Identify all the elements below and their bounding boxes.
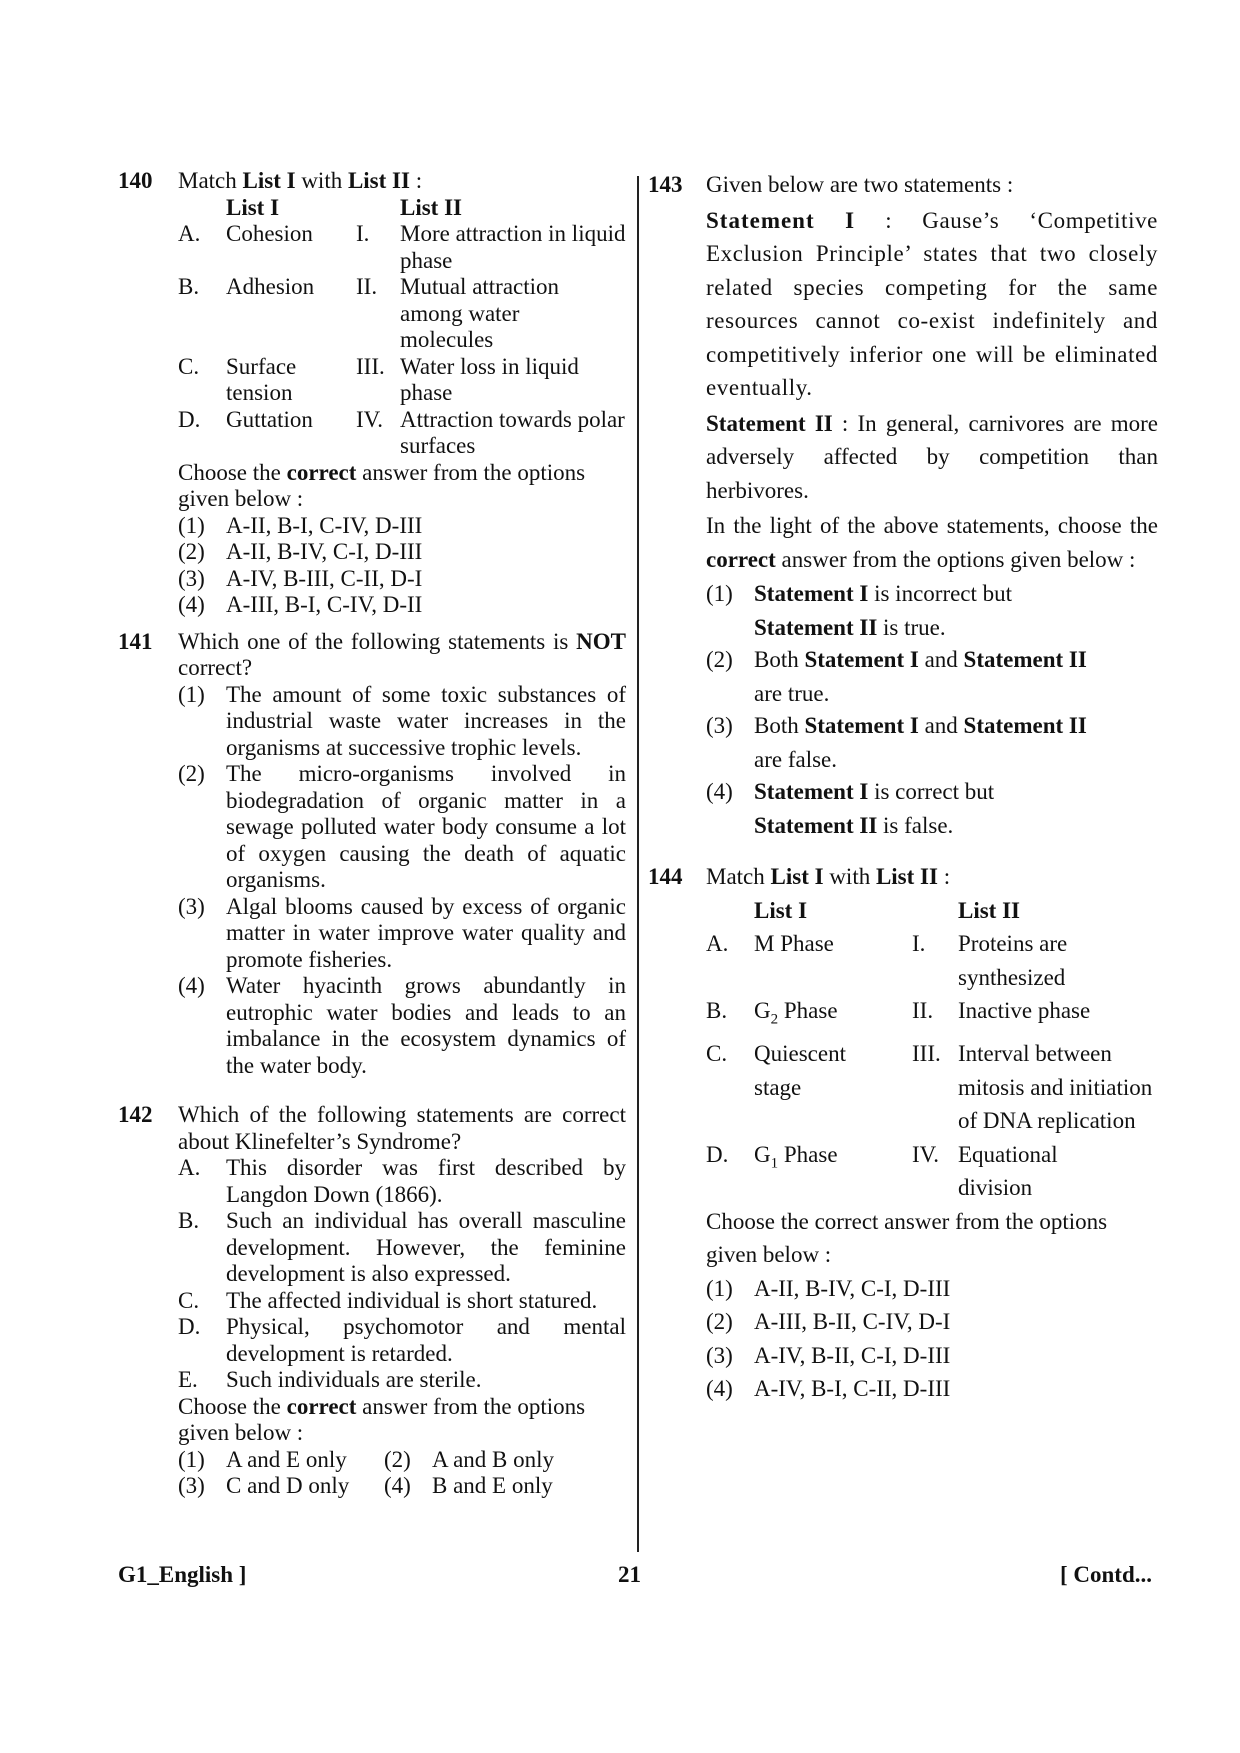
question-number: 143 — [648, 172, 683, 197]
answer-option-3[interactable]: (3) Algal blooms caused by excess of organic matter in water improve water quality and promote fisheries. — [178, 893, 626, 972]
answer-option-1[interactable]: (1) Statement I is incorrect but Statement II is true. — [706, 581, 1013, 640]
answer-option-4[interactable]: (4) B and E only — [384, 1473, 553, 1498]
answer-option-2[interactable]: (2) Both Statement I and Statement II are true. — [706, 647, 1087, 706]
question-143 — [648, 168, 1158, 842]
list-i-header: List I — [754, 897, 808, 923]
choose-instruction: Choose the correct answer from the options given below : — [706, 1208, 1108, 1268]
question-number: 142 — [118, 1102, 153, 1127]
question-141 — [118, 629, 626, 1080]
answer-option-2[interactable]: (2) A and B only — [384, 1446, 555, 1472]
footer-page-number: 21 — [618, 1562, 641, 1587]
choose-instruction: In the light of the above statements, choose the correct answer from the options given below : — [706, 513, 1158, 572]
question-140 — [118, 168, 626, 619]
statement-a: A. This disorder was first described by Langdon Down (1866). — [178, 1155, 626, 1207]
match-row: D. $G_1$ Phase IV. Equational division — [706, 1141, 1058, 1201]
answer-option-2[interactable]: (2) The micro-organisms involved in biodegradation of organic matter in a sewage polluted water body consume a lot of oxygen causing the death of aquatic organisms. — [178, 761, 626, 892]
question-144 — [648, 860, 1158, 1406]
match-row: B. Adhesion II. Mutual attraction among water molecules — [178, 274, 560, 352]
options-row — [178, 1473, 626, 1500]
footer-paper-code: G1_English ] — [118, 1562, 247, 1587]
match-table — [706, 894, 1158, 1205]
list-ii-header: List II — [958, 897, 1020, 923]
options-row — [178, 1447, 626, 1474]
answer-option-3[interactable]: (3) C and D only — [178, 1473, 350, 1498]
right-column — [648, 168, 1158, 1406]
answer-option-3[interactable]: (3) A-IV, B-III, C-II, D-I — [178, 565, 423, 591]
match-table — [178, 195, 626, 460]
answer-option-1[interactable]: (1) A and E only — [178, 1446, 347, 1472]
answer-option-1[interactable]: (1) A-II, B-I, C-IV, D-III — [178, 512, 423, 538]
question-142 — [118, 1102, 626, 1500]
question-number: 141 — [118, 628, 153, 654]
answer-option-1[interactable]: (1) The amount of some toxic substances of industrial waste water increases in the organisms at successive trophic levels. — [178, 681, 626, 760]
answer-option-4[interactable]: (4) Water hyacinth grows abundantly in eutrophic water bodies and leads to an imbalance in the ecosystem dynamics of the water body. — [178, 973, 626, 1078]
question-stem: Which of the following statements are correct about Klinefelter’s Syndrome? — [178, 1102, 626, 1154]
answer-option-3[interactable]: (3) A-IV, B-II, C-I, D-III — [706, 1342, 951, 1368]
question-stem: Given below are two statements : — [706, 172, 1014, 197]
match-row: A. M Phase I. Proteins are synthesized — [706, 931, 1068, 990]
question-number: 140 — [118, 168, 153, 193]
statement-1: Statement I : Gause’s ‘Competitive Exclusion Principle’ states that two closely related species competing for the same resources cannot co-exist indefinitely and competitively inferior one will be eliminated eventually. — [706, 207, 1158, 400]
answer-option-2[interactable]: (2) A-II, B-IV, C-I, D-III — [178, 539, 423, 564]
choose-instruction: Choose the correct answer from the options given below : — [178, 1393, 586, 1445]
footer-continued: [ Contd... — [1059, 1562, 1152, 1587]
answer-option-3[interactable]: (3) Both Statement I and Statement II are false. — [706, 713, 1087, 772]
answer-option-2[interactable]: (2) A-III, B-II, C-IV, D-I — [706, 1309, 951, 1335]
question-stem: Match List I with List II : — [178, 168, 423, 193]
list-i-header: List I — [226, 194, 280, 220]
question-number: 144 — [648, 864, 683, 889]
answer-option-4[interactable]: (4) A-IV, B-I, C-II, D-III — [706, 1376, 951, 1402]
choose-instruction: Choose the correct answer from the options given below : — [178, 459, 586, 511]
question-stem: Match List I with List II : — [706, 864, 951, 889]
answer-option-1[interactable]: (1) A-II, B-IV, C-I, D-III — [706, 1275, 951, 1301]
statement-2: Statement II : In general, carnivores are more adversely affected by competition than herbivores. — [706, 410, 1158, 503]
question-stem: Which one of the following statements is NOT correct? — [178, 628, 626, 680]
list-ii-header: List II — [400, 194, 462, 220]
match-row: A. Cohesion I. More attraction in liquid phase — [178, 221, 626, 273]
match-row: C. Quiescent stage III. Interval between mitosis and initiation of DNA replication — [706, 1041, 1153, 1134]
statement-c: C. The affected individual is short statured. — [178, 1287, 598, 1313]
statement-d: D. Physical, psychomotor and mental development is retarded. — [178, 1314, 626, 1366]
statement-b: B. Such an individual has overall masculine development. However, the feminine development is also expressed. — [178, 1208, 626, 1286]
match-row: B. $G_2$ Phase II. Inactive phase — [706, 998, 1091, 1028]
answer-option-4[interactable]: (4) A-III, B-I, C-IV, D-II — [178, 592, 423, 617]
match-row: D. Guttation IV. Attraction towards polar surfaces — [178, 406, 625, 458]
left-column — [118, 168, 626, 1500]
match-row: C. Surface tension III. Water loss in liquid phase — [178, 353, 579, 405]
column-divider — [637, 176, 639, 1552]
answer-option-4[interactable]: (4) Statement I is correct but Statement II is false. — [706, 779, 995, 838]
statement-e: E. Such individuals are sterile. — [178, 1367, 482, 1392]
